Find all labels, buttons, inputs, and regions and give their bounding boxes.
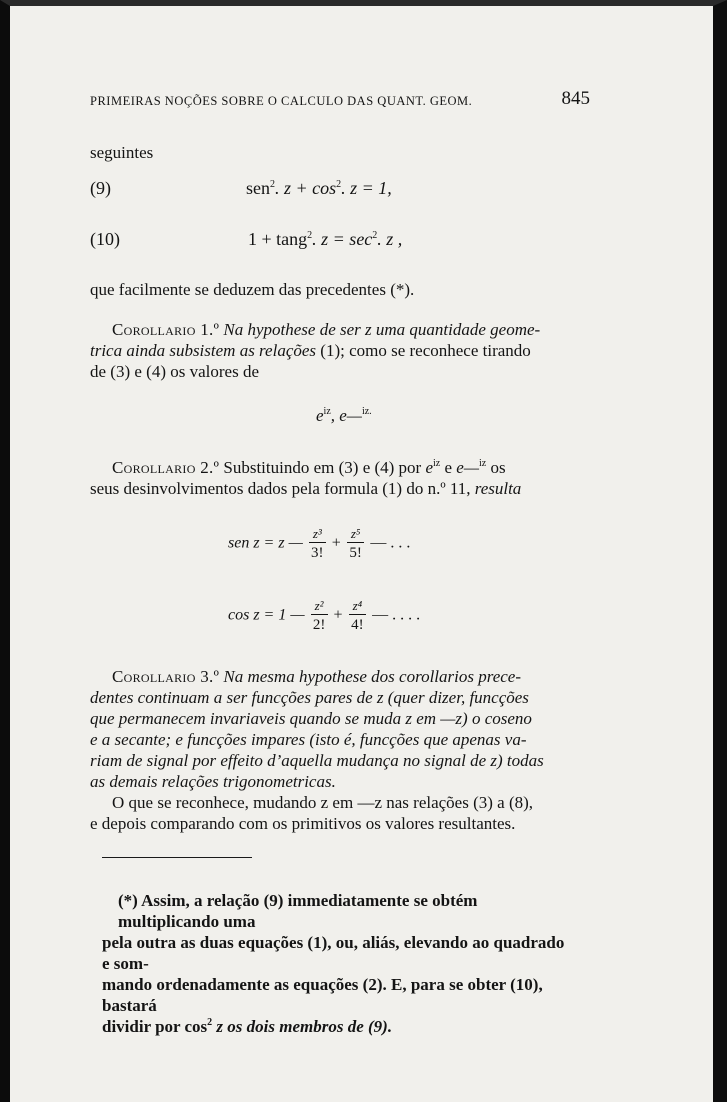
c2-e2-exp: iz xyxy=(478,458,487,469)
c3-line-3 xyxy=(90,708,574,729)
sen-op: + xyxy=(331,534,341,552)
c2-e2: e— xyxy=(456,458,479,477)
c1-line-1 xyxy=(90,319,574,340)
footnote-line-1: (*) Assim, a relação (9) immediatamente se obtém multiplicando uma xyxy=(118,891,478,931)
c2-mid: e xyxy=(440,458,457,477)
c3-line-8: e depois comparando com os primitivos os valores resultantes. xyxy=(90,814,516,833)
c3-l6: as demais relações trigonometricas. xyxy=(90,772,336,791)
footnote-line-3: mando ordenadamente as equações (2). E, para se obter (10), bastará xyxy=(102,975,543,1015)
c3-line-1 xyxy=(90,666,574,687)
cos-frac-1 xyxy=(311,598,328,634)
footnote-line-2: pela outra as duas equações (1), ou, aliás, elevando ao quadrado e som- xyxy=(102,933,565,973)
eq9-label: (9) xyxy=(90,178,111,198)
sen-frac-2 xyxy=(347,526,365,562)
c3-line-7: O que se reconhece, mudando z em —z nas relações (3) a (8), xyxy=(112,793,534,812)
cos-n2: z⁴ xyxy=(349,598,367,615)
eq9-exp-1: 2 xyxy=(270,179,275,190)
eq10-exp-1: 2 xyxy=(307,230,313,241)
c3-l4: e a secante; e funcções impares (isto é, funcções que apenas va- xyxy=(90,730,527,749)
c3-line-4 xyxy=(90,729,574,750)
intro-text: seguintes xyxy=(90,143,154,162)
sen-d2: 5! xyxy=(349,545,362,561)
footnote-line-4 xyxy=(102,1016,574,1037)
equation-9 xyxy=(246,178,392,199)
eq9-part-c: . z = 1, xyxy=(341,178,392,198)
exp-iz-2: iz. xyxy=(361,406,372,417)
c1-l2-rest: (1); como se reconhece tirando xyxy=(316,341,531,360)
c3-l2: dentes continuam a ser funcções pares de z (quer dizer, funcções xyxy=(90,688,529,707)
eq9-part-b: . z + cos xyxy=(275,178,337,198)
c3-l3: que permanecem invariaveis quando se muda z em —z) o coseno xyxy=(90,709,532,728)
corollary-2 xyxy=(90,457,574,499)
equation-10 xyxy=(248,229,402,250)
after-text: que facilmente se deduzem das precedentes (*). xyxy=(90,280,415,299)
c1-l2-italic: trica ainda subsistem as relações xyxy=(90,341,317,360)
c2-line-1 xyxy=(90,457,574,478)
c1-line-3: de (3) e (4) os valores de xyxy=(90,362,259,381)
c3-l5: riam de signal por effeito d’aquella mudança no signal de z) todas xyxy=(90,751,544,770)
header-title: PRIMEIRAS NOÇÕES SOBRE O CALCULO DAS QUANT. GEOM. xyxy=(90,94,473,108)
footnote xyxy=(102,890,574,1037)
cos-d2: 4! xyxy=(351,617,364,633)
footnote-l4-exp: 2 xyxy=(207,1017,213,1028)
c3-label: Corollario 3.º xyxy=(112,667,220,686)
sen-d1: 3! xyxy=(311,545,324,561)
cos-d1: 2! xyxy=(312,617,326,633)
eq10-part-a: 1 + tang xyxy=(248,229,308,249)
corollary-1 xyxy=(90,319,574,382)
exp-iz-1: iz xyxy=(323,406,331,417)
c1-l1: Na hypothese de ser z uma quantidade geome- xyxy=(223,320,541,339)
c3-line-5 xyxy=(90,750,574,771)
cos-lhs: cos z = 1 — xyxy=(228,606,305,624)
eq10-exp-2: 2 xyxy=(372,230,378,241)
sen-n2: z⁵ xyxy=(347,526,365,543)
cosine-series xyxy=(228,598,420,634)
eq10-label: (10) xyxy=(90,229,120,249)
eq9-exp-2: 2 xyxy=(336,179,342,190)
sen-tail: — . . . xyxy=(370,534,411,552)
eq10-part-b: . z = sec xyxy=(312,229,373,249)
cos-tail: — . . . . xyxy=(372,606,421,624)
c1-label: Corollario 1.º xyxy=(112,320,220,339)
exponential-pair: $e^{iz}$, e—$^{iz.}$ xyxy=(316,406,372,425)
c2-l1-rest: Substituindo em (3) e (4) por xyxy=(219,458,426,477)
footnote-rule xyxy=(102,857,252,858)
c2-l2-italic: resulta xyxy=(474,479,522,498)
eq9-part-a: sen xyxy=(246,178,270,198)
c3-line-6 xyxy=(90,771,574,792)
eq10-part-c: . z , xyxy=(377,229,403,249)
sine-series xyxy=(228,526,410,562)
c3-l1: Na mesma hypothese dos corollarios prece- xyxy=(219,667,521,686)
footnote-l4a: dividir por cos xyxy=(102,1017,208,1036)
sen-frac-1 xyxy=(309,526,326,562)
c2-e1: e xyxy=(425,458,434,477)
corollary-3 xyxy=(90,666,574,834)
c2-label: Corollario 2.º xyxy=(112,458,220,477)
c2-l2: seus desinvolvimentos dados pela formula (1) do n.º 11, xyxy=(90,479,475,498)
page-number: 845 xyxy=(561,88,590,109)
cos-frac-2 xyxy=(349,598,367,634)
c2-e1-exp: iz xyxy=(433,458,441,469)
c2-end: os xyxy=(486,458,506,477)
c2-line-2 xyxy=(90,478,574,499)
cos-n1: z² xyxy=(311,598,328,615)
c1-line-2 xyxy=(90,340,574,361)
footnote-l4b: z os dois membros de (9). xyxy=(212,1017,393,1036)
cos-op: + xyxy=(333,606,343,624)
c3-line-2 xyxy=(90,687,574,708)
sen-lhs: sen z = z — xyxy=(228,534,303,552)
running-header xyxy=(90,88,590,109)
sen-n1: z³ xyxy=(309,526,326,543)
